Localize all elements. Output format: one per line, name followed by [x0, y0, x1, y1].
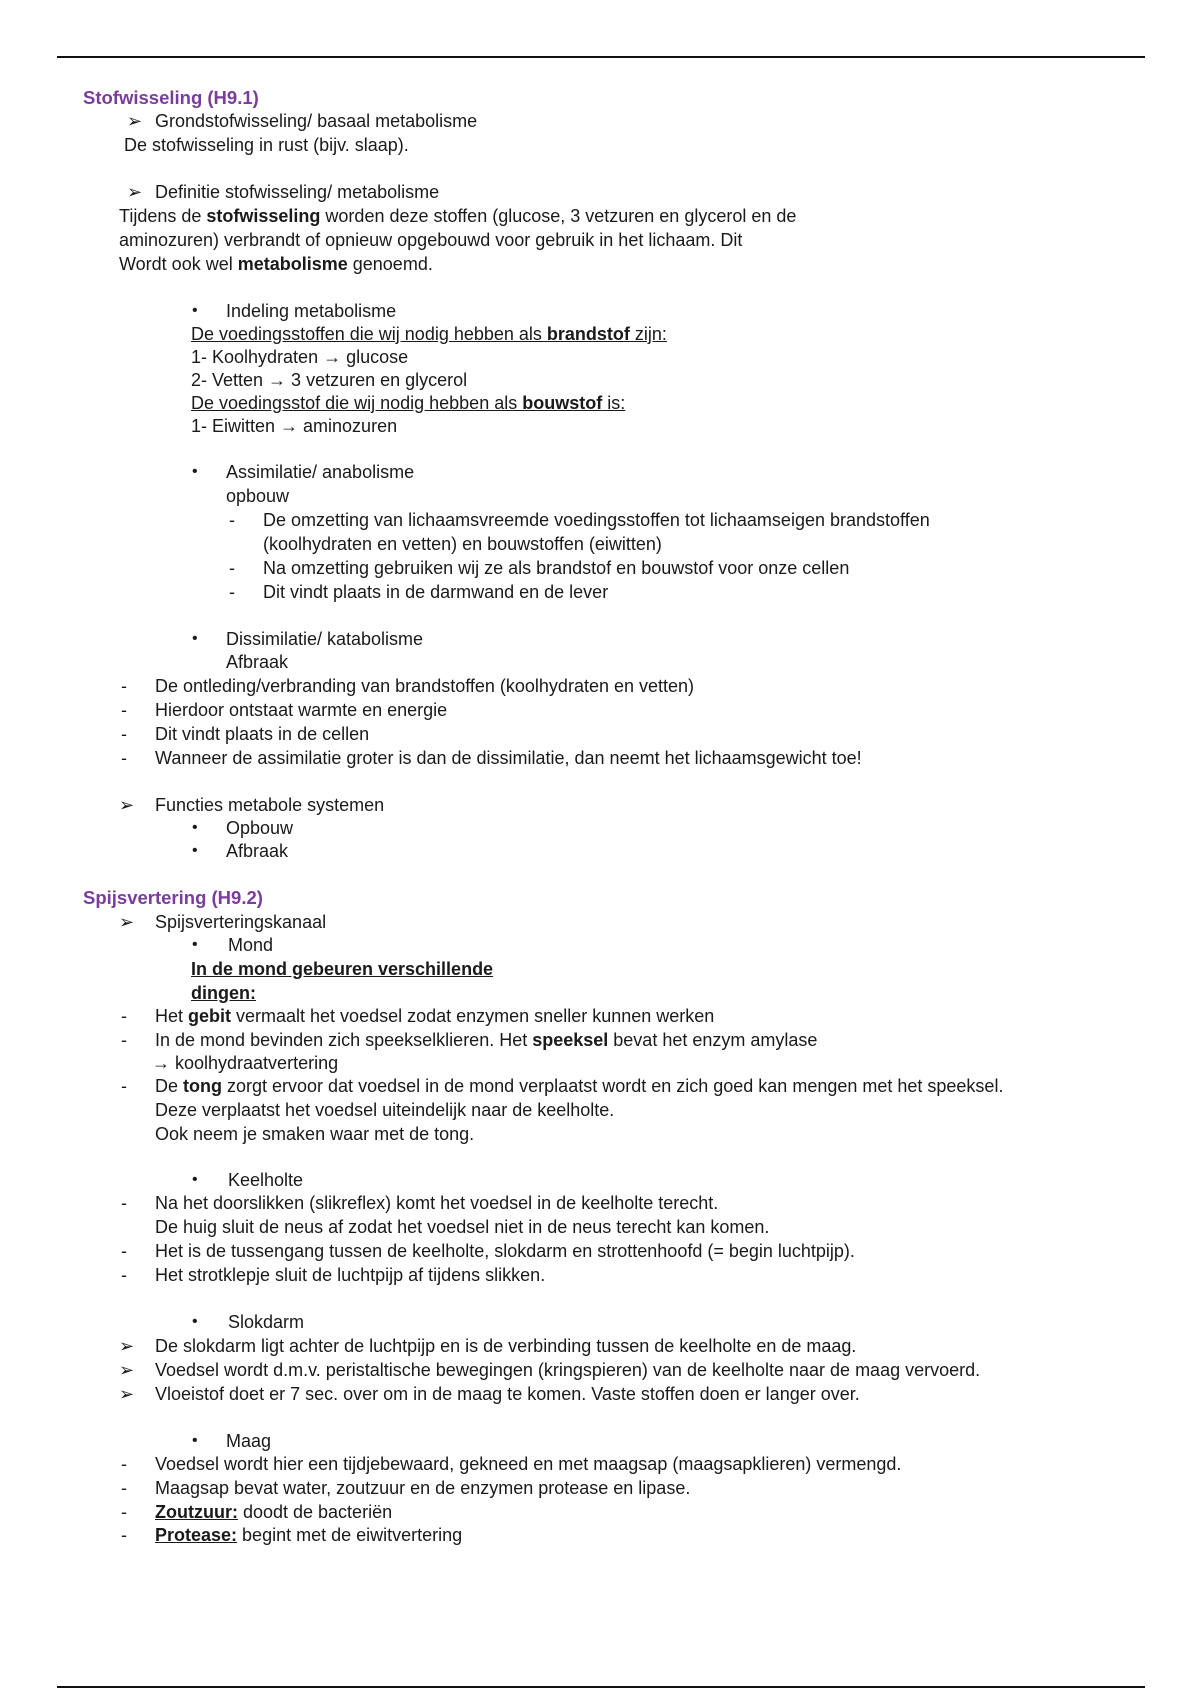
dash-marker: -: [121, 1454, 127, 1474]
keelholte-item-3: Het strotklepje sluit de luchtpijp af tijdens slikken.: [155, 1265, 546, 1285]
slokdarm-label: Slokdarm: [228, 1312, 305, 1332]
maag-item-2: Maagsap bevat water, zoutzuur en de enzymen protease en lipase.: [155, 1478, 691, 1498]
arrow-bullet-icon: ➢: [119, 1336, 135, 1356]
dash-marker: -: [229, 582, 235, 602]
grond-label: Grondstofwisseling/ basaal metabolisme: [155, 111, 478, 131]
dissimilatie-sub: Afbraak: [226, 652, 289, 672]
mond-item-3-line-2: Deze verplaatst het voedsel uiteindelijk naar de keelholte.: [155, 1100, 615, 1120]
arrow-bullet-icon: ➢: [127, 111, 143, 131]
mond-item-2: In de mond bevinden zich speekselklieren. Het speeksel bevat het enzym amylase: [155, 1030, 818, 1050]
bullet-icon: •: [192, 630, 198, 647]
heading-spijsvertering: Spijsvertering (H9.2): [83, 887, 263, 908]
kanaal-label: Spijsverteringskanaal: [155, 912, 327, 932]
brandstof-heading: De voedingsstoffen die wij nodig hebben als brandstof zijn:: [191, 324, 667, 344]
dissimilatie-item-3: Dit vindt plaats in de cellen: [155, 724, 370, 744]
maag-item-1: Voedsel wordt hier een tijdjebewaard, gekneed en met maagsap (maagsapklieren) vermengd.: [155, 1454, 902, 1474]
keelholte-item-1: Na het doorslikken (slikreflex) komt het voedsel in de keelholte terecht.: [155, 1193, 719, 1213]
heading-stofwisseling: Stofwisseling (H9.1): [83, 87, 259, 108]
mond-item-2-cont: → koolhydraatvertering: [152, 1053, 339, 1073]
dash-marker: -: [121, 1076, 127, 1096]
dash-marker: -: [121, 748, 127, 768]
dash-marker: -: [121, 1525, 127, 1545]
slokdarm-item-1: De slokdarm ligt achter de luchtpijp en is de verbinding tussen de keelholte en de maag.: [155, 1336, 857, 1356]
brandstof-item-1: 1- Koolhydraten → glucose: [191, 347, 409, 367]
keelholte-item-2: Het is de tussengang tussen de keelholte, slokdarm en strottenhoofd (= begin luchtpijp).: [155, 1241, 855, 1261]
keelholte-label: Keelholte: [228, 1170, 304, 1190]
arrow-bullet-icon: ➢: [119, 1360, 135, 1380]
arrow-bullet-icon: ➢: [119, 795, 135, 815]
bullet-icon: •: [192, 1313, 198, 1330]
functies-item-2: Afbraak: [226, 841, 289, 861]
maag-item-4: Protease: begint met de eiwitvertering: [155, 1525, 463, 1545]
dash-marker: -: [121, 1502, 127, 1522]
dash-marker: -: [229, 558, 235, 578]
bouwstof-heading: De voedingsstof die wij nodig hebben als bouwstof is:: [191, 393, 626, 413]
dash-marker: -: [121, 724, 127, 744]
dash-marker: -: [121, 700, 127, 720]
dash-marker: -: [121, 1265, 127, 1285]
top-rule: [57, 56, 1145, 58]
arrow-bullet-icon: ➢: [119, 912, 135, 932]
bullet-icon: •: [192, 463, 198, 480]
arrow-bullet-icon: ➢: [119, 1384, 135, 1404]
mond-heading-1: In de mond gebeuren verschillende: [191, 959, 494, 979]
def-line-2: aminozuren) verbrandt of opnieuw opgebouwd voor gebruik in het lichaam. Dit: [119, 230, 743, 250]
dash-marker: -: [121, 1241, 127, 1261]
dissimilatie-item-1: De ontleding/verbranding van brandstoffen (koolhydraten en vetten): [155, 676, 695, 696]
mond-label: Mond: [228, 935, 274, 955]
mond-item-3-line-3: Ook neem je smaken waar met de tong.: [155, 1124, 475, 1144]
assimilatie-item-3: Dit vindt plaats in de darmwand en de lever: [263, 582, 609, 602]
mond-item-3: De tong zorgt ervoor dat voedsel in de mond verplaatst wordt en zich goed kan mengen met het speeksel.: [155, 1076, 1004, 1096]
arrow-bullet-icon: ➢: [127, 182, 143, 202]
bullet-icon: •: [192, 1432, 198, 1449]
functies-item-1: Opbouw: [226, 818, 294, 838]
bullet-icon: •: [192, 302, 198, 319]
def-line-3: Wordt ook wel metabolisme genoemd.: [119, 254, 433, 274]
assimilatie-sub: opbouw: [226, 486, 290, 506]
bullet-icon: •: [192, 936, 198, 953]
mond-item-1: Het gebit vermaalt het voedsel zodat enzymen sneller kunnen werken: [155, 1006, 715, 1026]
dissimilatie-item-2: Hierdoor ontstaat warmte en energie: [155, 700, 448, 720]
assimilatie-label: Assimilatie/ anabolisme: [226, 462, 415, 482]
bullet-icon: •: [192, 842, 198, 859]
dash-marker: -: [229, 510, 235, 530]
maag-label: Maag: [226, 1431, 272, 1451]
dissimilatie-item-4: Wanneer de assimilatie groter is dan de dissimilatie, dan neemt het lichaamsgewicht toe!: [155, 748, 862, 768]
bullet-icon: •: [192, 819, 198, 836]
functies-label: Functies metabole systemen: [155, 795, 385, 815]
brandstof-item-2: 2- Vetten → 3 vetzuren en glycerol: [191, 370, 468, 390]
bottom-rule: [57, 1686, 1145, 1688]
maag-item-3: Zoutzuur: doodt de bacteriën: [155, 1502, 393, 1522]
def-label: Definitie stofwisseling/ metabolisme: [155, 182, 440, 202]
def-line-1: Tijdens de stofwisseling worden deze stoffen (glucose, 3 vetzuren en glycerol en de: [119, 206, 797, 226]
indeling-label: Indeling metabolisme: [226, 301, 397, 321]
dash-marker: -: [121, 1478, 127, 1498]
dash-marker: -: [121, 1193, 127, 1213]
dash-marker: -: [121, 1006, 127, 1026]
assimilatie-item-1a: De omzetting van lichaamsvreemde voedingsstoffen tot lichaamseigen brandstoffen: [263, 510, 930, 530]
grond-text: De stofwisseling in rust (bijv. slaap).: [124, 135, 409, 155]
bullet-icon: •: [192, 1171, 198, 1188]
dissimilatie-label: Dissimilatie/ katabolisme: [226, 629, 424, 649]
bouwstof-item-1: 1- Eiwitten → aminozuren: [191, 416, 398, 436]
keelholte-item-1-line-2: De huig sluit de neus af zodat het voedsel niet in de neus terecht kan komen.: [155, 1217, 770, 1237]
slokdarm-item-3: Vloeistof doet er 7 sec. over om in de maag te komen. Vaste stoffen doen er langer over.: [155, 1384, 860, 1404]
assimilatie-item-1b: (koolhydraten en vetten) en bouwstoffen (eiwitten): [263, 534, 662, 554]
assimilatie-item-2: Na omzetting gebruiken wij ze als brandstof en bouwstof voor onze cellen: [263, 558, 850, 578]
dash-marker: -: [121, 676, 127, 696]
mond-heading-2: dingen:: [191, 983, 256, 1003]
slokdarm-item-2: Voedsel wordt d.m.v. peristaltische bewegingen (kringspieren) van de keelholte naar de maag vervoerd.: [155, 1360, 981, 1380]
dash-marker: -: [121, 1030, 127, 1050]
